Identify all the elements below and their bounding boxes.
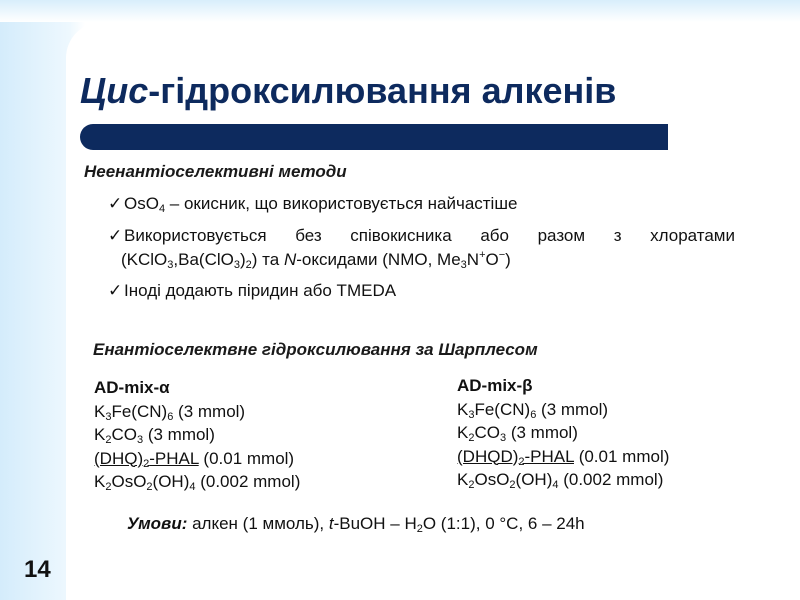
slide-title [80,70,616,112]
non-enantioselective-heading: Неенантіоселективні методи [84,162,347,181]
ad-mix-alpha-title: AD-mix-α [94,378,170,397]
beta-row-ferricyanide: $K_3Fe(CN)_6$ (3 mmol) [457,399,609,421]
alpha-row-carbonate: $K_2CO_3$ (3 mmol) [94,425,215,446]
check-mark-icon: ✓ [108,226,123,245]
ad-mix-alpha-block [94,376,300,494]
sharpless-heading: Енантіоселектвне гідроксилювання за Шарплесом [93,340,538,359]
bullet-pyridine: ✓ Іноді додають піридин або TMEDA [108,281,397,300]
bullet-oso4: ✓ OsO$_4$ – окисник, що використовується найчастіше [108,194,518,215]
bullet-cooxidant-line2: $(KClO_3,Ba(ClO_3)_2)$ та N-оксидами (NMO, $Me_3N^+O^-$) [121,249,511,271]
alpha-row-ferricyanide: $K_3Fe(CN)_6$ (3 mmol) [94,401,246,423]
ad-mix-beta-title: AD-mix-β [457,376,533,395]
title-underline-bar [80,124,668,150]
top-band [0,0,800,22]
title-italic-part: Цис [80,70,149,111]
reaction-conditions: Умови: алкен (1 ммоль), t-BuOH – $H_2O$ (1:1), 0 °C, 6 – 24h [127,514,585,535]
bullet-cooxidant-line1: ✓ Використовується без співокисника або разом з хлоратами [108,226,735,245]
check-mark-icon: ✓ [108,194,123,213]
check-mark-icon: ✓ [108,281,123,300]
beta-row-carbonate: $K_2CO_3$ (3 mmol) [457,423,578,444]
ad-mix-beta-block [457,374,669,492]
slide-number: 14 [24,556,51,583]
alpha-row-ligand: $(DHQ)_2$-PHAL (0.01 mmol) [94,448,295,470]
alpha-row-osmate: $K_2OsO_2(OH)_4$ (0.002 mmol) [94,472,301,493]
beta-row-ligand: $(DHQD)_2$-PHAL (0.01 mmol) [457,446,670,468]
beta-row-osmate: $K_2OsO_2(OH)_4$ (0.002 mmol) [457,470,664,491]
title-rest: -гідроксилювання алкенів [148,70,617,111]
